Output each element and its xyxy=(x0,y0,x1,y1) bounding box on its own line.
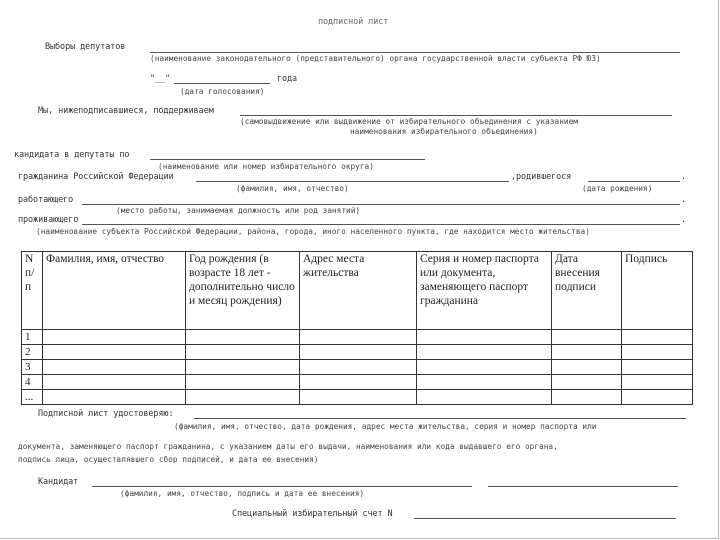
cell-birth-year[interactable] xyxy=(186,330,300,345)
election-line: Выборы депутатов xyxy=(45,42,126,52)
cell-signature[interactable] xyxy=(622,330,693,345)
cell-passport[interactable] xyxy=(417,345,552,360)
cell-signature[interactable] xyxy=(622,375,693,390)
work-prefix: работающего xyxy=(18,195,74,205)
cell-passport[interactable] xyxy=(417,390,552,405)
table-row xyxy=(22,375,693,390)
date-prefix: "__" xyxy=(150,74,171,84)
table-row xyxy=(22,345,693,360)
collector-label: Подписной лист удостоверяю: xyxy=(38,409,174,419)
table-row xyxy=(22,330,693,345)
candidate-caption: (фамилия, имя, отчество, подпись и дата ее внесения) xyxy=(120,489,365,498)
cell-full-name[interactable] xyxy=(43,345,186,360)
nomination-caption-1: (самовыдвижение или выдвижение от избирательного объединения с указанием xyxy=(240,117,578,126)
collector-caption-1: (фамилия, имя, отчество, дата рождения, адрес места жительства, серия и номер паспорта или xyxy=(174,422,597,431)
candidate-label: Кандидат xyxy=(38,477,79,487)
col-full-name: Фамилия, имя, отчество xyxy=(43,252,186,330)
cell-signature[interactable] xyxy=(622,390,693,405)
account-field[interactable] xyxy=(414,518,676,519)
cell-sign-date[interactable] xyxy=(552,360,622,375)
row-number: 4 xyxy=(22,375,43,390)
election-body-field[interactable] xyxy=(150,52,680,53)
cell-address[interactable] xyxy=(300,345,417,360)
work-caption: (место работы, занимаемая должность или род занятий) xyxy=(116,206,361,215)
cell-signature[interactable] xyxy=(622,345,693,360)
account-label: Специальный избирательный счет N xyxy=(232,509,393,519)
cell-address[interactable] xyxy=(300,390,417,405)
date-field[interactable] xyxy=(174,83,270,84)
cell-birth-year[interactable] xyxy=(186,360,300,375)
table-row xyxy=(22,360,693,375)
district-field[interactable] xyxy=(150,159,425,160)
residence-caption: (наименование субъекта Российской Федерации, района, города, иного населенного пункта, где находится место жительства) xyxy=(36,227,590,236)
table-row xyxy=(22,390,693,405)
candidate-name-field[interactable] xyxy=(196,181,509,182)
cell-full-name[interactable] xyxy=(43,330,186,345)
cell-birth-year[interactable] xyxy=(186,390,300,405)
signatures-table xyxy=(21,251,693,405)
cell-full-name[interactable] xyxy=(43,375,186,390)
election-body-caption: (наименование законодательного (представительного) органа государственной власти субъекта РФ ЮЗ) xyxy=(150,54,601,63)
cell-address[interactable] xyxy=(300,360,417,375)
cell-passport[interactable] xyxy=(417,375,552,390)
birth-date-field[interactable] xyxy=(588,181,680,182)
table-header-row xyxy=(22,252,693,330)
date-year: года xyxy=(277,74,298,84)
punct-dot-2: . xyxy=(681,195,687,205)
collector-caption-2: документа, заменяющего паспорт гражданина, с указанием даты его выдачи, наименования или кода выдавшего его органа, xyxy=(18,442,558,451)
residence-field[interactable] xyxy=(82,224,680,225)
birth-caption: (дата рождения) xyxy=(582,184,653,193)
row-number: 3 xyxy=(22,360,43,375)
citizen-prefix: гражданина Российской Федерации xyxy=(18,172,174,182)
born-label: ,родившегося xyxy=(511,172,572,182)
cell-sign-date[interactable] xyxy=(552,375,622,390)
candidate-date-field[interactable] xyxy=(488,486,678,487)
row-number: 2 xyxy=(22,345,43,360)
punct-dot-1: . xyxy=(681,172,687,182)
collector-caption-3: подпись лица, осуществлявшего сбор подписей, и дата ее внесения) xyxy=(18,455,319,464)
col-number: N п/п xyxy=(22,252,43,330)
district-caption: (наименование или номер избирательного округа) xyxy=(158,162,374,171)
form-title: подписной лист xyxy=(318,17,389,27)
cell-address[interactable] xyxy=(300,375,417,390)
nomination-field[interactable] xyxy=(240,115,672,116)
punct-dot-3: . xyxy=(681,215,687,225)
cell-passport[interactable] xyxy=(417,330,552,345)
col-sign-date: Дата внесения подписи xyxy=(552,252,622,330)
collector-field[interactable] xyxy=(194,418,686,419)
cell-full-name[interactable] xyxy=(43,360,186,375)
col-address: Адрес места жительства xyxy=(300,252,417,330)
cell-signature[interactable] xyxy=(622,360,693,375)
cell-sign-date[interactable] xyxy=(552,330,622,345)
cell-sign-date[interactable] xyxy=(552,390,622,405)
candidate-prefix: кандидата в депутаты по xyxy=(14,150,130,160)
cell-birth-year[interactable] xyxy=(186,375,300,390)
nomination-caption-2: наименования избирательного объединения) xyxy=(350,127,538,136)
row-number: ... xyxy=(22,390,43,405)
cell-passport[interactable] xyxy=(417,360,552,375)
cell-birth-year[interactable] xyxy=(186,345,300,360)
cell-full-name[interactable] xyxy=(43,390,186,405)
work-field[interactable] xyxy=(82,204,680,205)
col-signature: Подпись xyxy=(622,252,693,330)
cell-sign-date[interactable] xyxy=(552,345,622,360)
col-birth-year: Год рождения (в возрасте 18 лет - дополнительно число и месяц рождения) xyxy=(186,252,300,330)
col-passport: Серия и номер паспорта или документа, заменяющего паспорт гражданина xyxy=(417,252,552,330)
row-number: 1 xyxy=(22,330,43,345)
date-caption: (дата голосования) xyxy=(180,87,265,96)
name-caption: (фамилия, имя, отчество) xyxy=(236,184,349,193)
candidate-signature-field[interactable] xyxy=(92,486,472,487)
residence-prefix: проживающего xyxy=(18,215,79,225)
cell-address[interactable] xyxy=(300,330,417,345)
support-intro: Мы, нижеподписавшиеся, поддерживаем xyxy=(38,106,214,116)
